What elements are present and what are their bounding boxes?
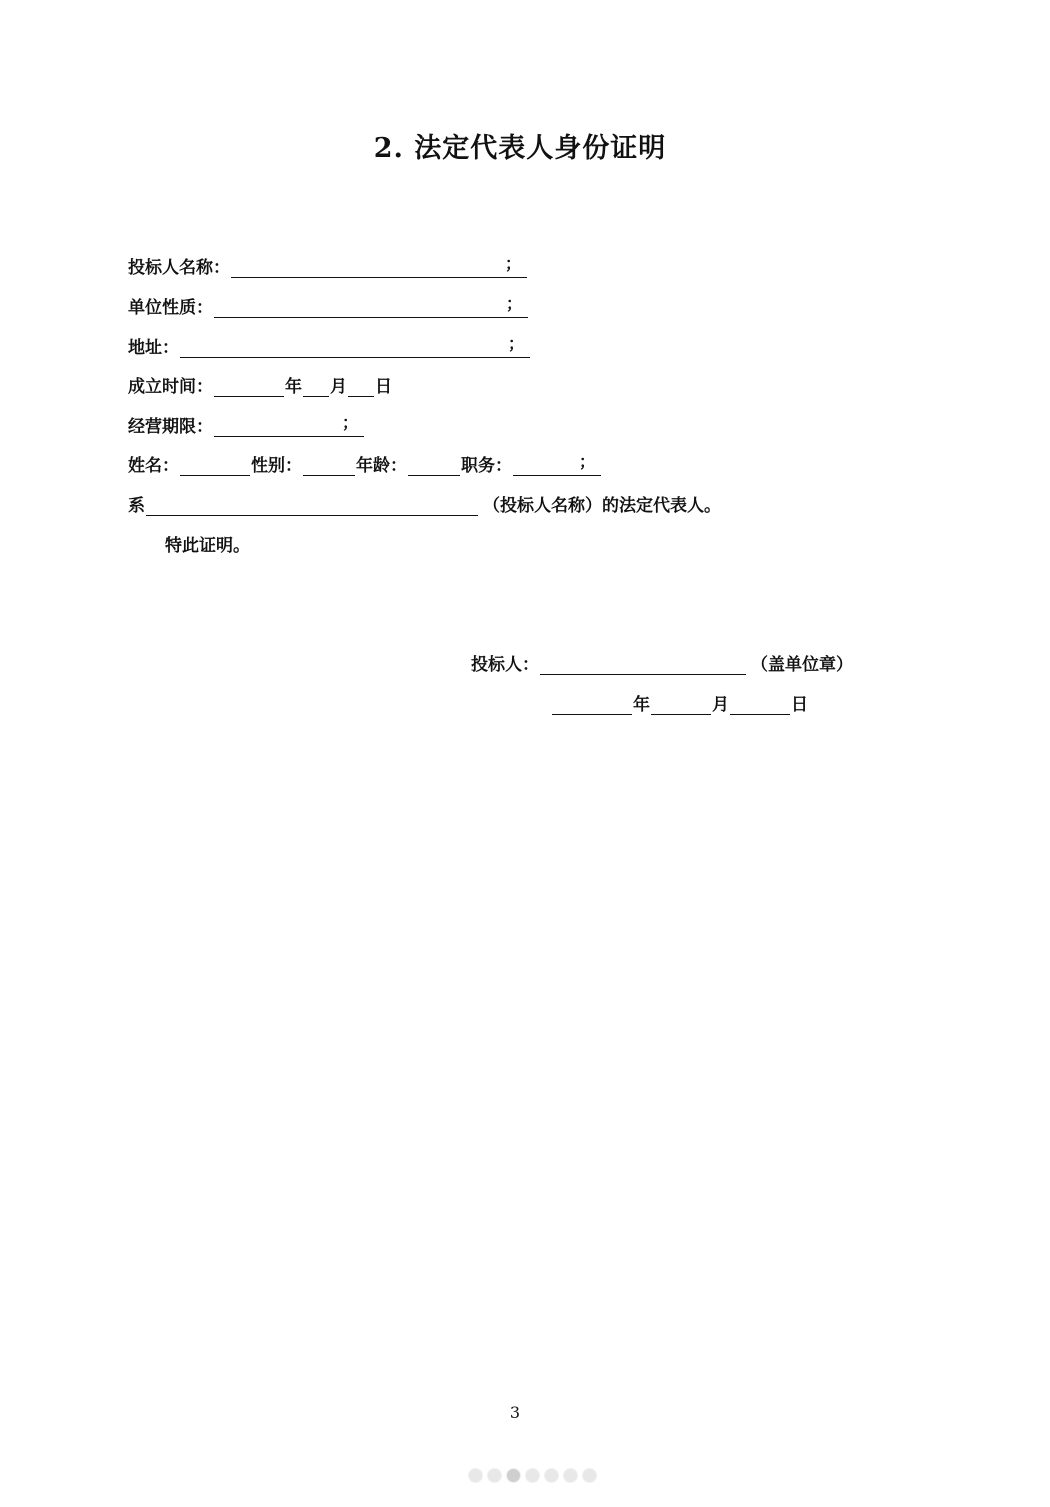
- semicolon: ；: [507, 334, 524, 353]
- signature-row: [471, 652, 853, 678]
- bidder-name-row: [128, 255, 528, 281]
- is-prefix: 系: [128, 496, 145, 516]
- day-text: 日: [375, 377, 392, 397]
- bidder-name-label: 投标人名称：: [128, 258, 230, 278]
- signature-date-row: [551, 692, 808, 718]
- signature-year-text: 年: [633, 695, 650, 715]
- semicolon: ；: [341, 413, 358, 432]
- page-dot[interactable]: [487, 1468, 502, 1483]
- address-row: [128, 335, 531, 361]
- month-text: 月: [330, 377, 347, 397]
- established-row: [128, 374, 392, 400]
- gender-label: 性别：: [251, 456, 302, 476]
- established-year-field[interactable]: [214, 376, 284, 397]
- semicolon: ；: [578, 452, 595, 471]
- is-suffix: （投标人名称）的法定代表人。: [483, 496, 721, 516]
- address-field[interactable]: [180, 334, 530, 358]
- certify-row: [165, 533, 250, 559]
- semicolon: ；: [505, 294, 522, 313]
- page-dot[interactable]: [582, 1468, 597, 1483]
- page-number: 3: [509, 1403, 521, 1422]
- page-indicator: [468, 1468, 597, 1483]
- signature-day-field[interactable]: [730, 694, 790, 715]
- semicolon: ；: [504, 254, 521, 273]
- page-dot-active[interactable]: [506, 1468, 521, 1483]
- unit-nature-row: [128, 295, 529, 321]
- name-field[interactable]: [180, 455, 250, 476]
- age-field[interactable]: [408, 455, 460, 476]
- representative-row: [128, 453, 602, 479]
- year-text: 年: [285, 377, 302, 397]
- position-field[interactable]: [513, 452, 601, 476]
- seal-note: （盖单位章）: [751, 655, 853, 675]
- signature-year-field[interactable]: [552, 694, 632, 715]
- signature-month-text: 月: [712, 695, 729, 715]
- address-label: 地址：: [128, 338, 179, 358]
- signature-day-text: 日: [791, 695, 808, 715]
- established-month-field[interactable]: [303, 376, 329, 397]
- signature-month-field[interactable]: [651, 694, 711, 715]
- age-label: 年龄：: [356, 456, 407, 476]
- signature-bidder-field[interactable]: [540, 654, 746, 675]
- unit-nature-label: 单位性质：: [128, 298, 213, 318]
- unit-nature-field[interactable]: [214, 294, 528, 318]
- position-label: 职务：: [461, 456, 512, 476]
- term-field[interactable]: [214, 413, 364, 437]
- company-name-field[interactable]: [146, 495, 478, 516]
- certify-text: 特此证明。: [165, 536, 250, 556]
- name-label: 姓名：: [128, 456, 179, 476]
- page-dot[interactable]: [525, 1468, 540, 1483]
- bidder-name-field[interactable]: [231, 254, 527, 278]
- established-day-field[interactable]: [348, 376, 374, 397]
- established-label: 成立时间：: [128, 377, 213, 397]
- page-title: 2. 法定代表人身份证明: [373, 133, 667, 164]
- term-row: [128, 414, 365, 440]
- page-dot[interactable]: [544, 1468, 559, 1483]
- statement-row: [128, 493, 721, 519]
- page-dot[interactable]: [468, 1468, 483, 1483]
- term-label: 经营期限：: [128, 417, 213, 437]
- page-dot[interactable]: [563, 1468, 578, 1483]
- signature-bidder-label: 投标人：: [471, 655, 539, 675]
- gender-field[interactable]: [303, 455, 355, 476]
